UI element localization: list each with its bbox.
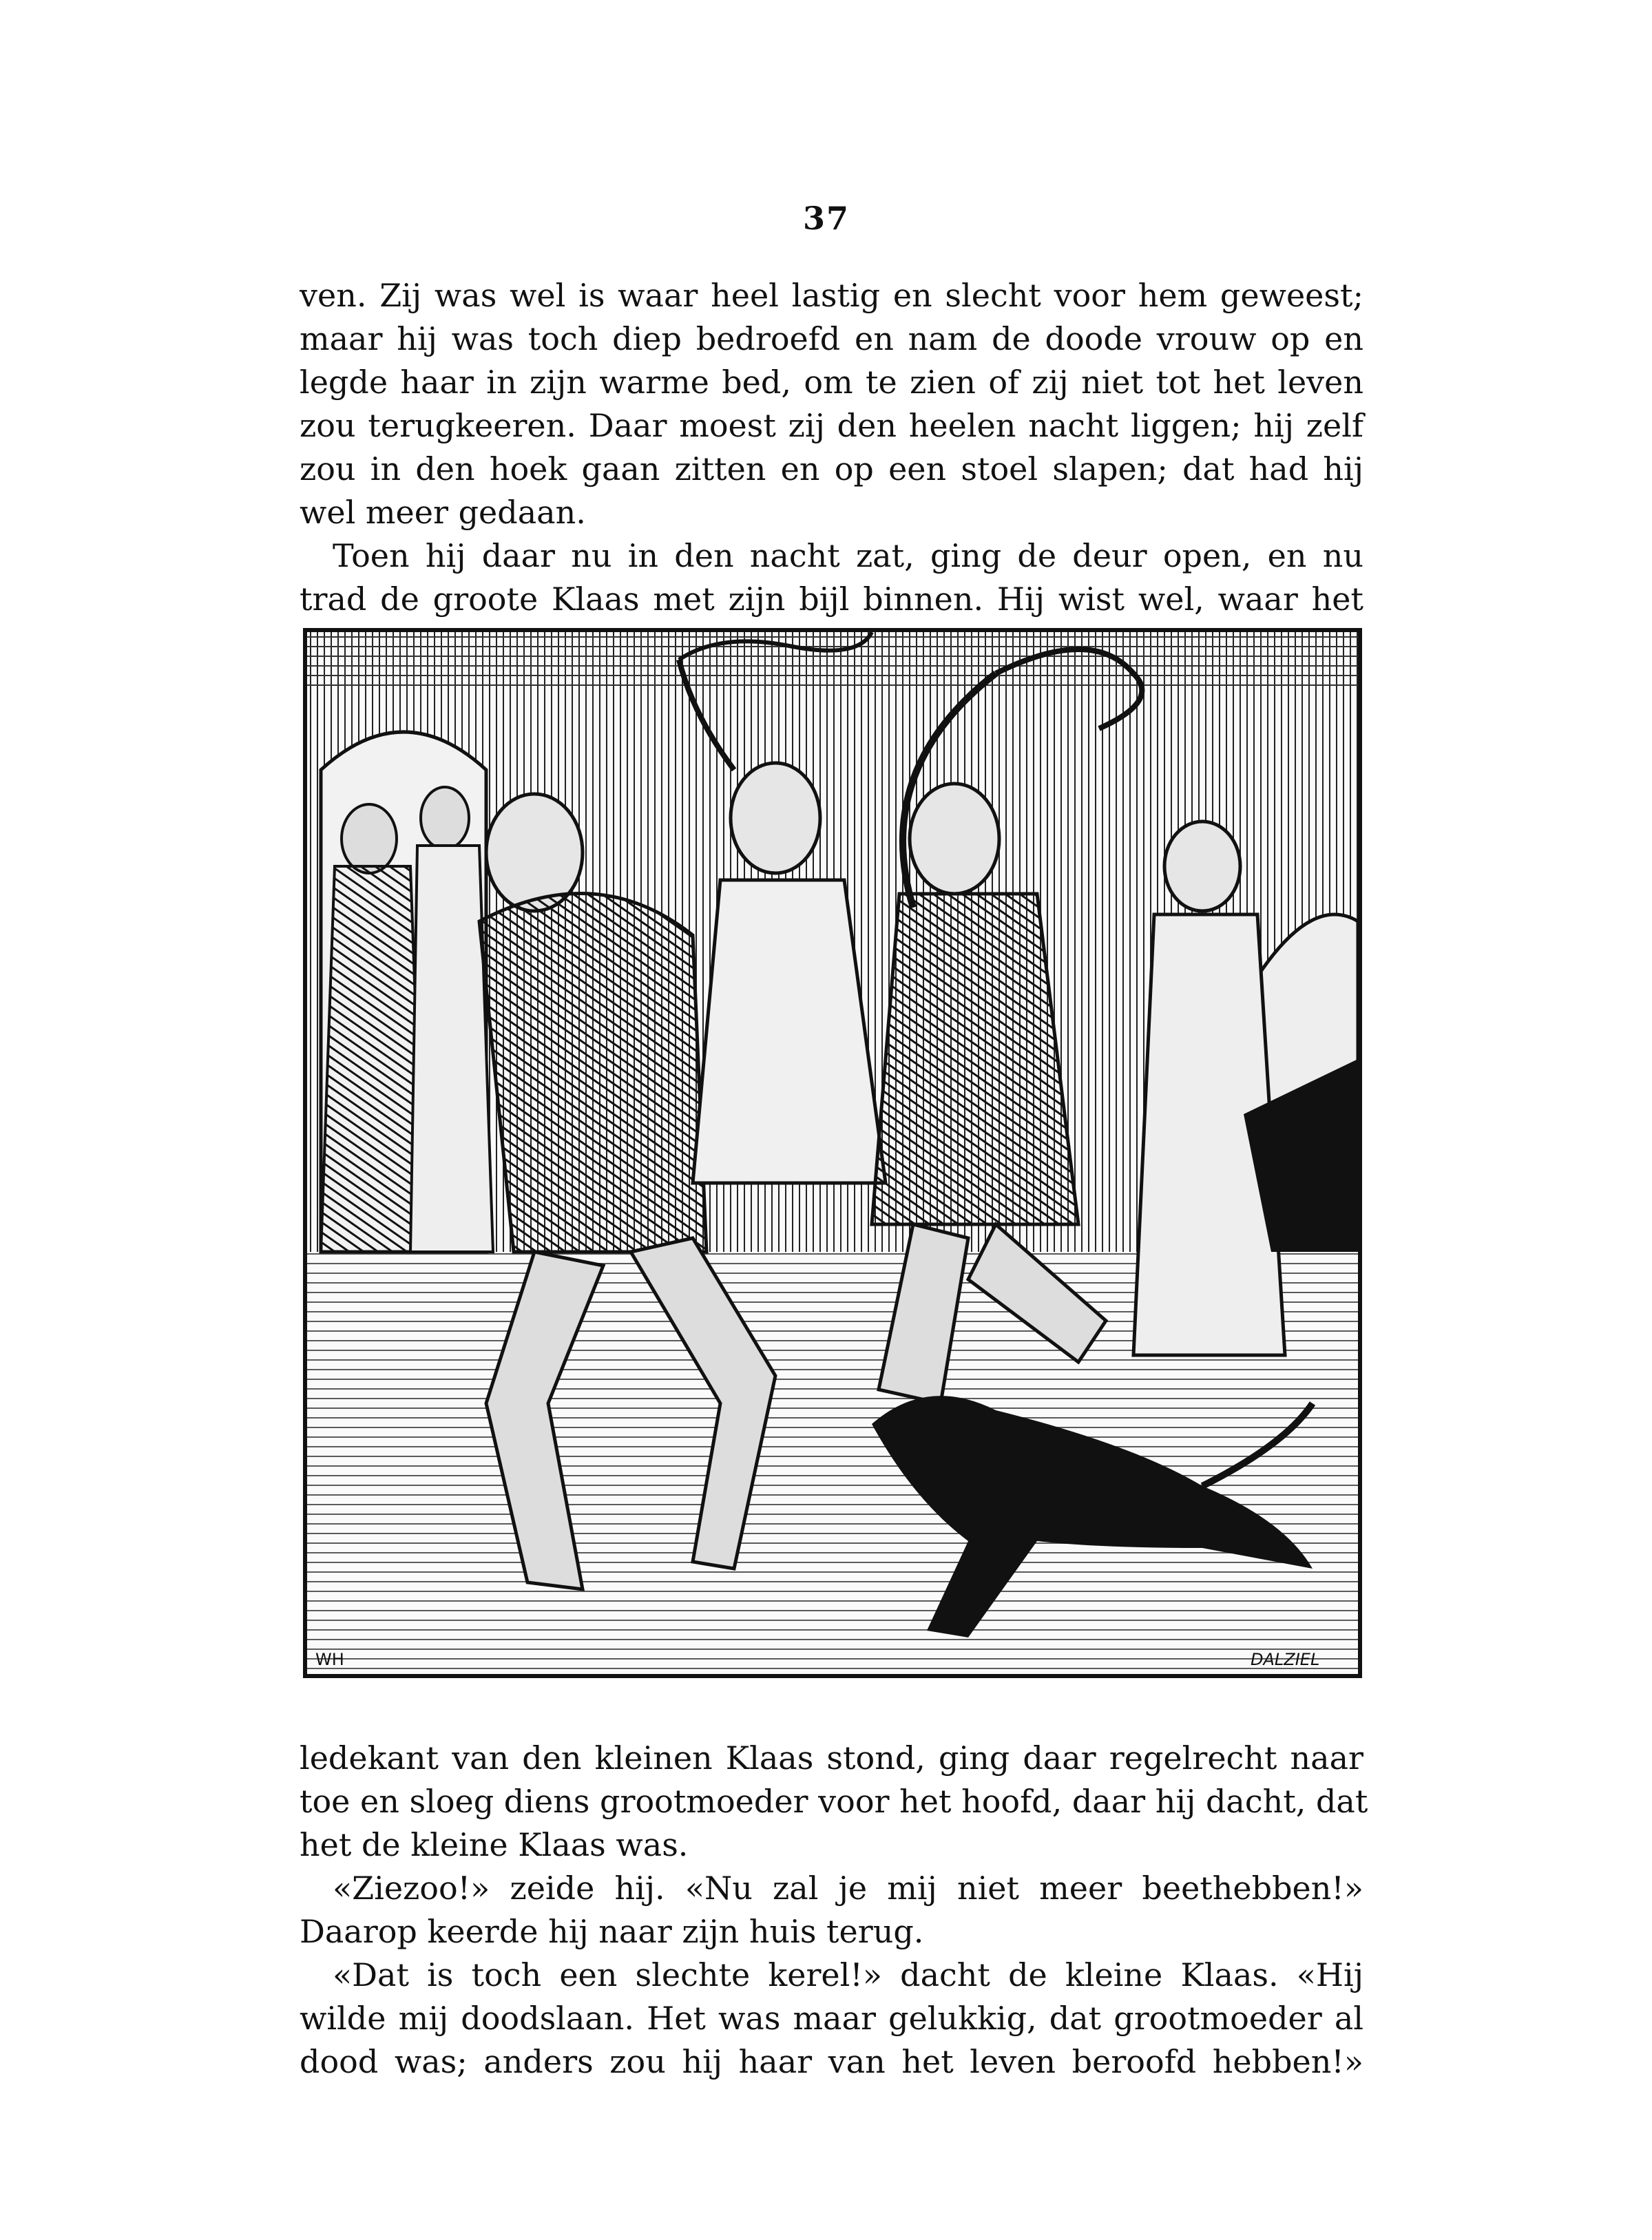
text-line: toe en sloeg diens grootmoeder voor het hoofd, daar hij dacht, dat <box>300 1783 1368 1820</box>
text-line: «Ziezoo!» zeide hij. «Nu zal je mij niet meer beethebben!» <box>333 1870 1363 1907</box>
text-line: trad de groote Klaas met zijn bijl binnen. Hij wist wel, waar het <box>300 580 1363 618</box>
ceiling-beam <box>307 632 1358 687</box>
second-attacker-head <box>910 784 999 894</box>
onlooker-man-body <box>410 846 493 1252</box>
text-line: Daarop keerde hij naar zijn huis terug. <box>300 1913 924 1950</box>
text-line: ven. Zij was wel is waar heel lastig en slecht voor hem geweest; <box>300 277 1363 314</box>
onlooker-woman-head <box>342 804 397 873</box>
top-paragraphs <box>300 274 1363 621</box>
text-line: zou in den hoek gaan zitten en op een stoel slapen; dat had hij <box>300 450 1363 488</box>
text-line: legde haar in zijn warme bed, om te zien of zij niet tot het leven <box>300 364 1363 401</box>
text-line: wilde mij doodslaan. Het was maar gelukkig, dat grootmoeder al <box>300 2000 1363 2037</box>
bottom-paragraphs <box>300 1737 1368 2084</box>
text-line: wel meer gedaan. <box>300 494 586 531</box>
attacker-head <box>731 763 820 873</box>
text-line: maar hij was toch diep bedroefd en nam de doode vrouw op en <box>300 320 1363 357</box>
page-number: 37 <box>802 200 850 237</box>
fleeing-man-torso <box>479 894 707 1253</box>
onlooker-man-head <box>421 787 469 849</box>
text-line: «Dat is toch een slechte kerel!» dacht de kleine Klaas. «Hij <box>333 1956 1363 1993</box>
bystander-head <box>1164 821 1240 911</box>
engraving-illustration <box>303 628 1362 1678</box>
engraving-drawing <box>307 632 1358 1674</box>
text-line: Toen hij daar nu in den nacht zat, ging de deur open, en nu <box>333 537 1363 574</box>
text-line: ledekant van den kleinen Klaas stond, ging daar regelrecht naar <box>300 1739 1363 1777</box>
engraver-signature: DALZIEL <box>1251 1650 1320 1669</box>
text-line: dood was; anders zou hij haar van het leven beroofd hebben!» <box>300 2043 1363 2080</box>
artist-signature: WH <box>315 1650 344 1669</box>
onlooker-woman-body <box>321 866 424 1252</box>
text-line: zou terugkeeren. Daar moest zij den heelen nacht liggen; hij zelf <box>300 407 1363 444</box>
text-line: het de kleine Klaas was. <box>300 1826 689 1863</box>
